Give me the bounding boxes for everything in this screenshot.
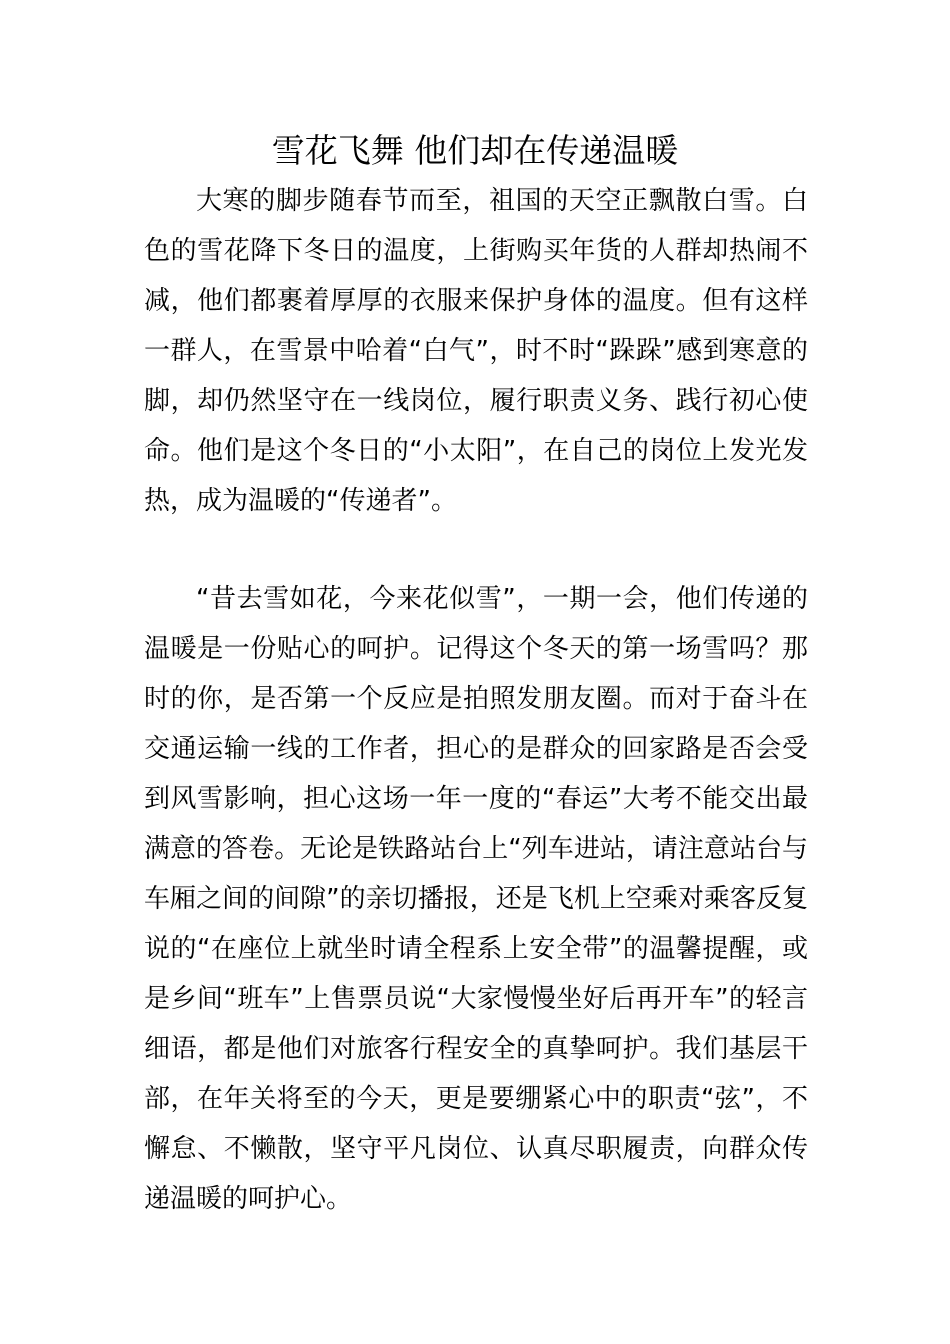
paragraph-1: 大寒的脚步随春节而至，祖国的天空正飘散白雪。白色的雪花降下冬日的温度，上街购买年货的人群却热闹不减，他们都裹着厚厚的衣服来保护身体的温度。但有这样一群人，在雪景中哈着“白气”，时不时“跺跺”感到寒意的脚，却仍然坚守在一线岗位，履行职责义务、践行初心使命。他们是这个冬日的“小太阳”，在自己的岗位上发光发热，成为温暖的“传递者”。 (144, 186, 808, 516)
document-title: 雪花飞舞 他们却在传递温暖 (271, 131, 679, 170)
paragraph-2: “昔去雪如花，今来花似雪”，一期一会，他们传递的温暖是一份贴心的呵护。记得这个冬天的第一场雪吗？那时的你，是否第一个反应是拍照发朋友圈。而对于奋斗在交通运输一线的工作者，担心的是群众的回家路是否会受到风雪影响，担心这场一年一度的“春运”大考不能交出最满意的答卷。无论是铁路站台上“列车进站，请注意站台与车厢之间的间隙”的亲切播报，还是飞机上空乘对乘客反复说的“在座位上就坐时请全程系上安全带”的温馨提醒，或是乡间“班车”上售票员说“大家慢慢坐好后再开车”的轻言细语，都是他们对旅客行程安全的真挚呵护。我们基层干部，在年关将至的今天，更是要绷紧心中的职责“弦”，不懈怠、不懒散，坚守平凡岗位、认真尽职履责，向群众传递温暖的呵护心。 (144, 584, 808, 1214)
